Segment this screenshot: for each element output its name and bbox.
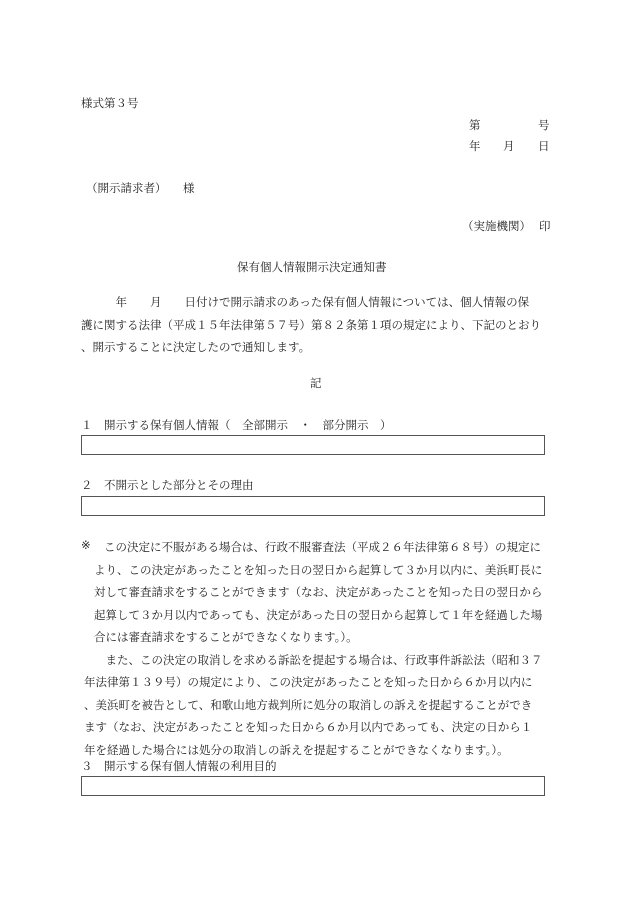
section-3-field[interactable] — [81, 776, 545, 796]
notice-line: 、美浜町を被告として、和歌山地方裁判所に処分の取消しの訴えを提起することができ — [84, 697, 533, 712]
document-number-suffix: 号 — [538, 118, 550, 132]
notice-line: また、この決定の取消しを求める訴訟を提起する場合は、行政事件訴訟法（昭和３７ — [94, 652, 543, 667]
notice-line: 年法律第１３９号）の規定により、この決定があったことを知った日から６か月以内に — [84, 675, 533, 689]
notice-line: この決定に不服がある場合は、行政不服審査法（平成２６年法律第６８号）の規定に — [104, 540, 541, 554]
date-day: 日 — [538, 139, 550, 153]
document-title: 保有個人情報開示決定通知書 — [237, 260, 387, 274]
section-1-field[interactable] — [81, 435, 545, 455]
notice-text — [84, 536, 543, 761]
body-text — [81, 291, 541, 359]
section-2-label: ２ 不開示とした部分とその理由 — [81, 478, 254, 492]
notice-line: 年を経過した場合には処分の取消しの訴えを提起することができなくなります。）。 — [84, 742, 509, 757]
ki-heading: 記 — [310, 376, 322, 390]
section-2-field[interactable] — [81, 496, 545, 516]
body-line: 年 月 日付けで開示請求のあった保有個人情報については、個人情報の保 — [81, 295, 530, 309]
form-number: 様式第３号 — [81, 96, 139, 110]
date-year: 年 — [469, 139, 481, 153]
issuer-seal: 印 — [539, 219, 551, 233]
date-month: 月 — [503, 139, 515, 153]
section-1-label: １ 開示する保有個人情報（ 全部開示 ・ 部分開示 ） — [81, 418, 392, 432]
notice-line: 起算して３か月以内であっても、決定があった日の翌日から起算して１年を経過した場 — [94, 607, 543, 622]
notice-line: 対して審査請求をすることができます（なお、決定があったことを知った日の翌日から — [94, 585, 543, 599]
issuer-label: （実施機関） — [462, 219, 531, 233]
addressee-honorific: 様 — [183, 181, 195, 195]
body-line: 護に関する法律（平成１５年法律第５７号）第８２条第１項の規定により、下記のとおり — [81, 317, 541, 332]
notice-line: ます（なお、決定があったことを知った日から６か月以内であっても、決定の日から１ — [84, 720, 533, 734]
notice-line: より、この決定があったことを知った日の翌日から起算して３か月以内に、美浜町長に — [94, 562, 543, 577]
notice-mark: ※ — [81, 538, 91, 552]
document-number-prefix: 第 — [469, 118, 481, 132]
notice-line: 合には審査請求をすることができなくなります。）。 — [94, 630, 358, 644]
section-3-label: ３ 開示する保有個人情報の利用目的 — [81, 759, 277, 773]
addressee-label: （開示請求者） — [86, 181, 167, 195]
body-line: 、開示することに決定したので通知します。 — [81, 340, 311, 354]
